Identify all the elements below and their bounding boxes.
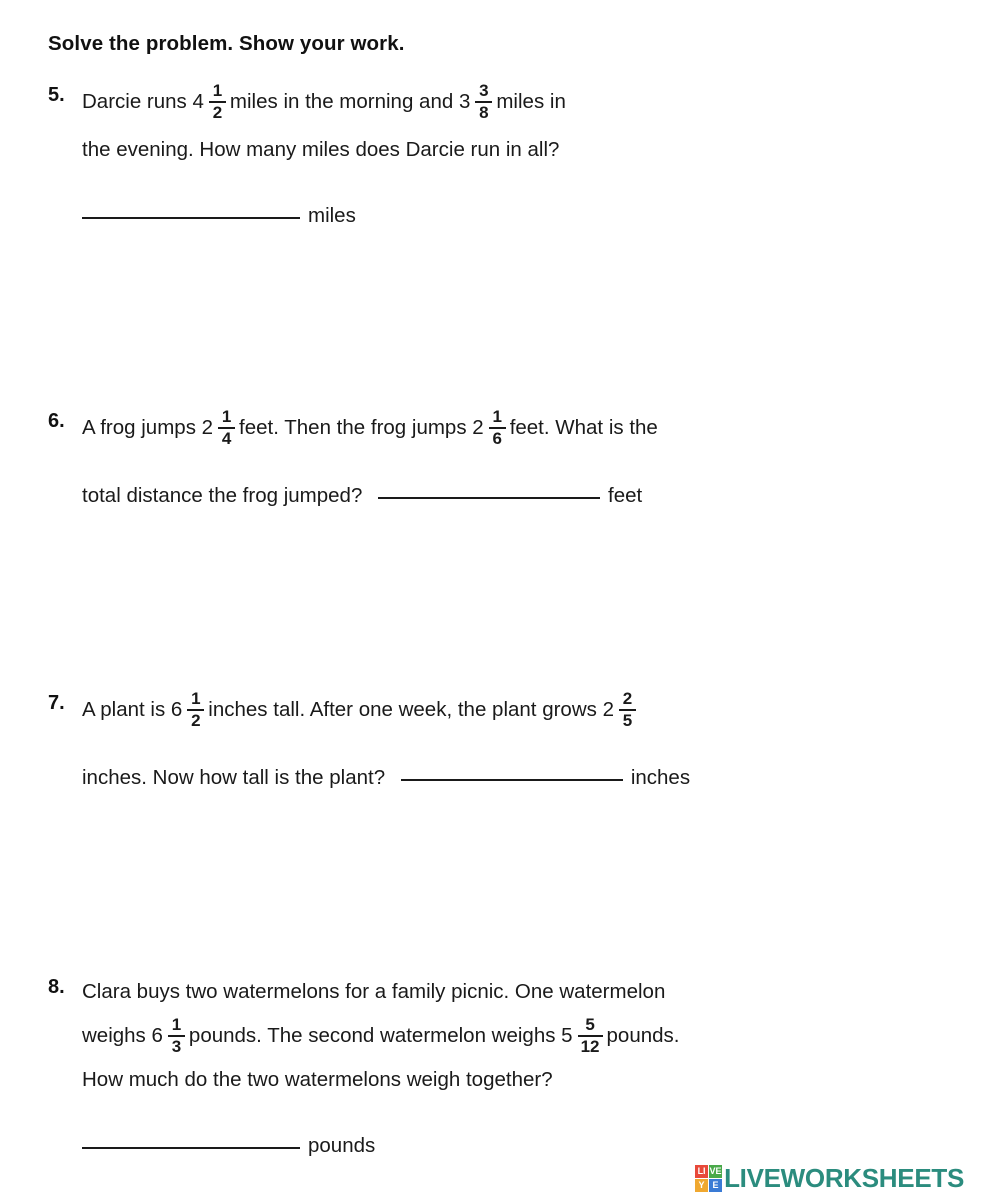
fraction-numerator: 1: [492, 407, 502, 427]
answer-row: [82, 192, 960, 240]
problem-8: [48, 970, 960, 1168]
text-run: miles in: [496, 90, 566, 113]
logo-tile-y: Y: [695, 1179, 708, 1192]
fraction-denominator: 5: [622, 710, 633, 730]
fraction-numerator: 3: [479, 81, 489, 101]
problem-body: [82, 970, 960, 1168]
problem-7: [48, 686, 960, 802]
liveworksheets-mark-icon: [695, 1165, 722, 1192]
fraction-one-sixth: [489, 408, 506, 447]
fraction-numerator: 2: [622, 689, 633, 709]
fraction-five-twelfths: [578, 1016, 603, 1055]
fraction-denominator: 6: [492, 428, 502, 448]
answer-row: [82, 472, 960, 520]
fraction-numerator: 5: [585, 1015, 595, 1035]
answer-row: [82, 754, 960, 802]
text-run: A plant is 6: [82, 698, 183, 721]
problem-line: [82, 78, 960, 126]
answer-blank-8[interactable]: [82, 1147, 300, 1149]
problem-line: the evening. How many miles does Darcie run in all?: [82, 138, 560, 161]
fraction-denominator: 3: [171, 1036, 182, 1056]
answer-blank-7[interactable]: [401, 779, 623, 781]
problem-line: [82, 404, 960, 452]
logo-tile-ve: VE: [709, 1166, 722, 1176]
text-run: Darcie runs 4: [82, 90, 204, 113]
fraction-denominator: 2: [212, 102, 223, 122]
logo-tile-li: LI: [695, 1165, 708, 1178]
fraction-denominator: 8: [479, 102, 489, 122]
fraction-one-fourth: [218, 408, 235, 447]
problem-line: [82, 1014, 960, 1058]
problem-line: Clara buys two watermelons for a family picnic. One watermelon: [82, 980, 666, 1003]
problem-number: 8.: [48, 976, 65, 998]
fraction-denominator: 12: [580, 1036, 600, 1056]
problem-body: [82, 404, 960, 520]
fraction-denominator: 4: [221, 428, 232, 448]
answer-unit: feet: [608, 484, 643, 507]
problem-line: [82, 686, 960, 734]
problem-6: [48, 404, 960, 520]
fraction-one-half: [209, 82, 226, 121]
logo-tile-e: E: [709, 1179, 722, 1192]
problem-number: 5.: [48, 84, 65, 106]
fraction-numerator: 1: [221, 407, 232, 427]
fraction-one-half: [187, 690, 204, 729]
problem-body: [82, 78, 960, 240]
fraction-numerator: 1: [171, 1015, 182, 1035]
text-run: weighs 6: [82, 1024, 163, 1047]
text-run: pounds. The second watermelon weighs 5: [188, 1024, 573, 1047]
fraction-three-eighths: [475, 82, 492, 121]
answer-unit: pounds: [308, 1134, 376, 1157]
page-title: Solve the problem. Show your work.: [48, 32, 405, 55]
liveworksheets-logo[interactable]: [695, 1163, 964, 1194]
answer-unit: inches: [630, 766, 691, 789]
liveworksheets-wordmark: LIVEWORKSHEETS: [724, 1163, 964, 1193]
answer-blank-6[interactable]: [378, 497, 600, 499]
text-run: total distance the frog jumped?: [82, 484, 363, 507]
fraction-one-third: [168, 1016, 185, 1055]
answer-unit: miles: [308, 204, 356, 227]
problem-number: 7.: [48, 692, 65, 714]
text-run: inches. Now how tall is the plant?: [82, 766, 386, 789]
text-run: pounds.: [606, 1024, 680, 1047]
answer-blank-5[interactable]: [82, 217, 300, 219]
text-run: miles in the morning and 3: [229, 90, 471, 113]
fraction-denominator: 2: [191, 710, 201, 730]
fraction-two-fifths: [619, 690, 636, 729]
fraction-numerator: 1: [191, 689, 201, 709]
fraction-numerator: 1: [212, 81, 223, 101]
text-run: feet. Then the frog jumps 2: [239, 416, 484, 439]
text-run: feet. What is the: [509, 416, 658, 439]
text-run: A frog jumps 2: [82, 416, 214, 439]
problem-body: [82, 686, 960, 802]
answer-row: [82, 1124, 960, 1168]
problem-line: How much do the two watermelons weigh together?: [82, 1068, 553, 1091]
problem-number: 6.: [48, 410, 65, 432]
problem-5: [48, 78, 960, 240]
text-run: inches tall. After one week, the plant grows 2: [208, 698, 614, 721]
